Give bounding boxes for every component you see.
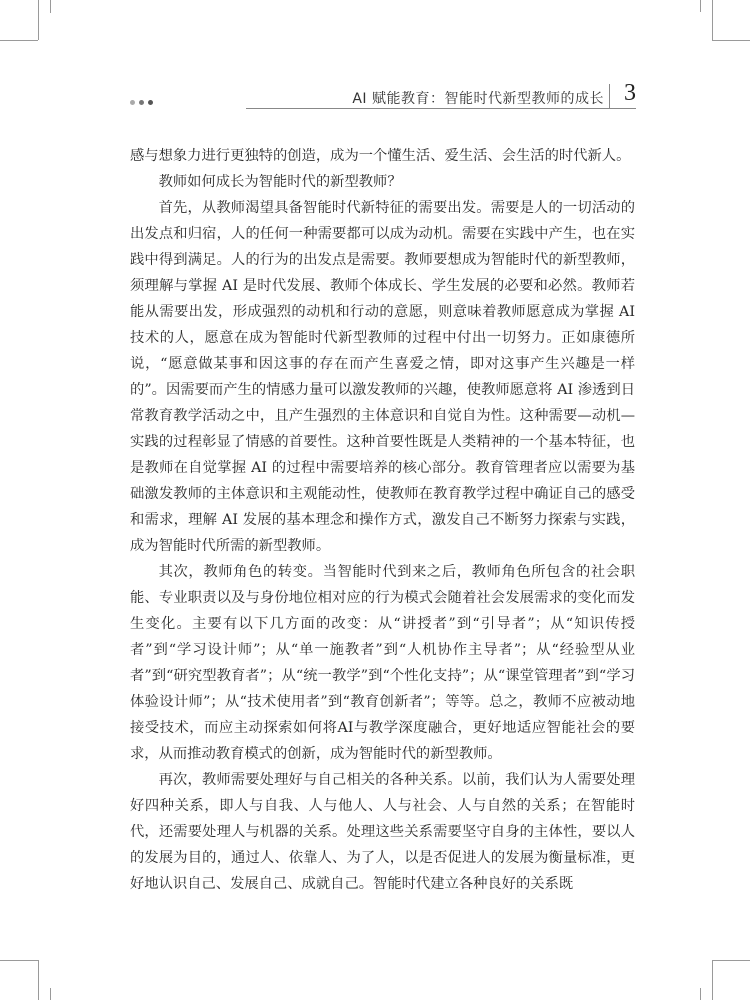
- paragraph: 感与想象力进行更独特的创造，成为一个懂生活、爱生活、会生活的时代新人。: [130, 148, 631, 164]
- crop-mark: [712, 40, 750, 41]
- paragraph: 其次，教师角色的转变。当智能时代到来之后，教师角色所包含的社会职能、专业职责以及与身份地位相对应的行为模式会随着社会发展需求的变化而发生变化。主要有以下几方面的改变：从“讲授者”到“引导者”；从“知识传授者”到“学习设计师”；从“单一施教者”到“人机协作主导者”；从“经验型从业者”到“研究型教育者”；从“统一教学”到“个性化支持”；从“课堂管理者”到“学习体验设计师”；从“技术使用者”到“教育创新者”；等等。总之，教师不应被动地接受技术，而应主动探索如何将AI与教学深度融合，更好地适应智能社会的要求，从而推动教育模式的创新，成为智能时代的新型教师。: [130, 564, 635, 762]
- crop-mark: [50, 0, 51, 12]
- crop-mark: [712, 960, 750, 961]
- crop-mark: [0, 40, 38, 41]
- question-line: 教师如何成长为智能时代的新型教师？: [158, 174, 402, 190]
- header-rule: [246, 108, 636, 109]
- header-divider: [609, 84, 610, 108]
- page-number: 3: [624, 80, 636, 106]
- crop-mark: [700, 988, 701, 1000]
- page-header: [116, 78, 636, 108]
- crop-mark: [38, 0, 39, 40]
- crop-mark: [0, 960, 38, 961]
- running-head: AI 赋能教育：智能时代新型教师的成长: [352, 91, 604, 107]
- crop-mark: [700, 0, 701, 12]
- crop-mark: [50, 988, 51, 1000]
- paragraph: 再次，教师需要处理好与自己相关的各种关系。以前，我们认为人需要处理好四种关系，即人与自我、人与他人、人与社会、人与自然的关系；在智能时代，还需要处理人与机器的关系。处理这些关系需要坚守自身的主体性，要以人的发展为目的，通过人、依靠人、为了人，以是否促进人的发展为衡量标准，更好地认识自己、发展自己、成就自己。智能时代建立各种良好的关系既: [130, 772, 635, 892]
- crop-mark: [712, 960, 713, 1000]
- crop-mark: [50, 12, 51, 13]
- crop-mark: [38, 960, 39, 1000]
- crop-mark: [712, 0, 713, 40]
- paragraph: 首先，从教师渴望具备智能时代新特征的需要出发。需要是人的一切活动的出发点和归宿，人的任何一种需要都可以成为动机。需要在实践中产生，也在实践中得到满足。人的行为的出发点是需要。教师要想成为智能时代的新型教师，须理解与掌握 AI 是时代发展、教师个体成长、学生发展的必要和必然。教师若能从需要出发，形成强烈的动机和行动的意愿，则意味着教师愿意成为掌握 AI 技术的人，愿意在成为智能时代新型教师的过程中付出一切努力。正如康德所说，“愿意做某事和因这事的存在而产生喜爱之情，即对这事产生兴趣是一样的”。因需要而产生的情感力量可以激发教师的兴趣，使教师愿意将 AI 渗透到日常教育教学活动之中，且产生强烈的主体意识和自觉自为性。这种需要—动机—实践的过程彰显了情感的首要性。这种首要性既是人类精神的一个基本特征，也是教师在自觉掌握 AI 的过程中需要培养的核心部分。教育管理者应以需要为基础激发教师的主体意识和主观能动性，使教师在教育教学过程中确证自己的感受和需求，理解 AI 发展的基本理念和操作方式，激发自己不断努力探索与实践，成为智能时代所需的新型教师。: [130, 200, 635, 554]
- decorative-dots: [130, 100, 153, 105]
- body-text: [130, 143, 635, 897]
